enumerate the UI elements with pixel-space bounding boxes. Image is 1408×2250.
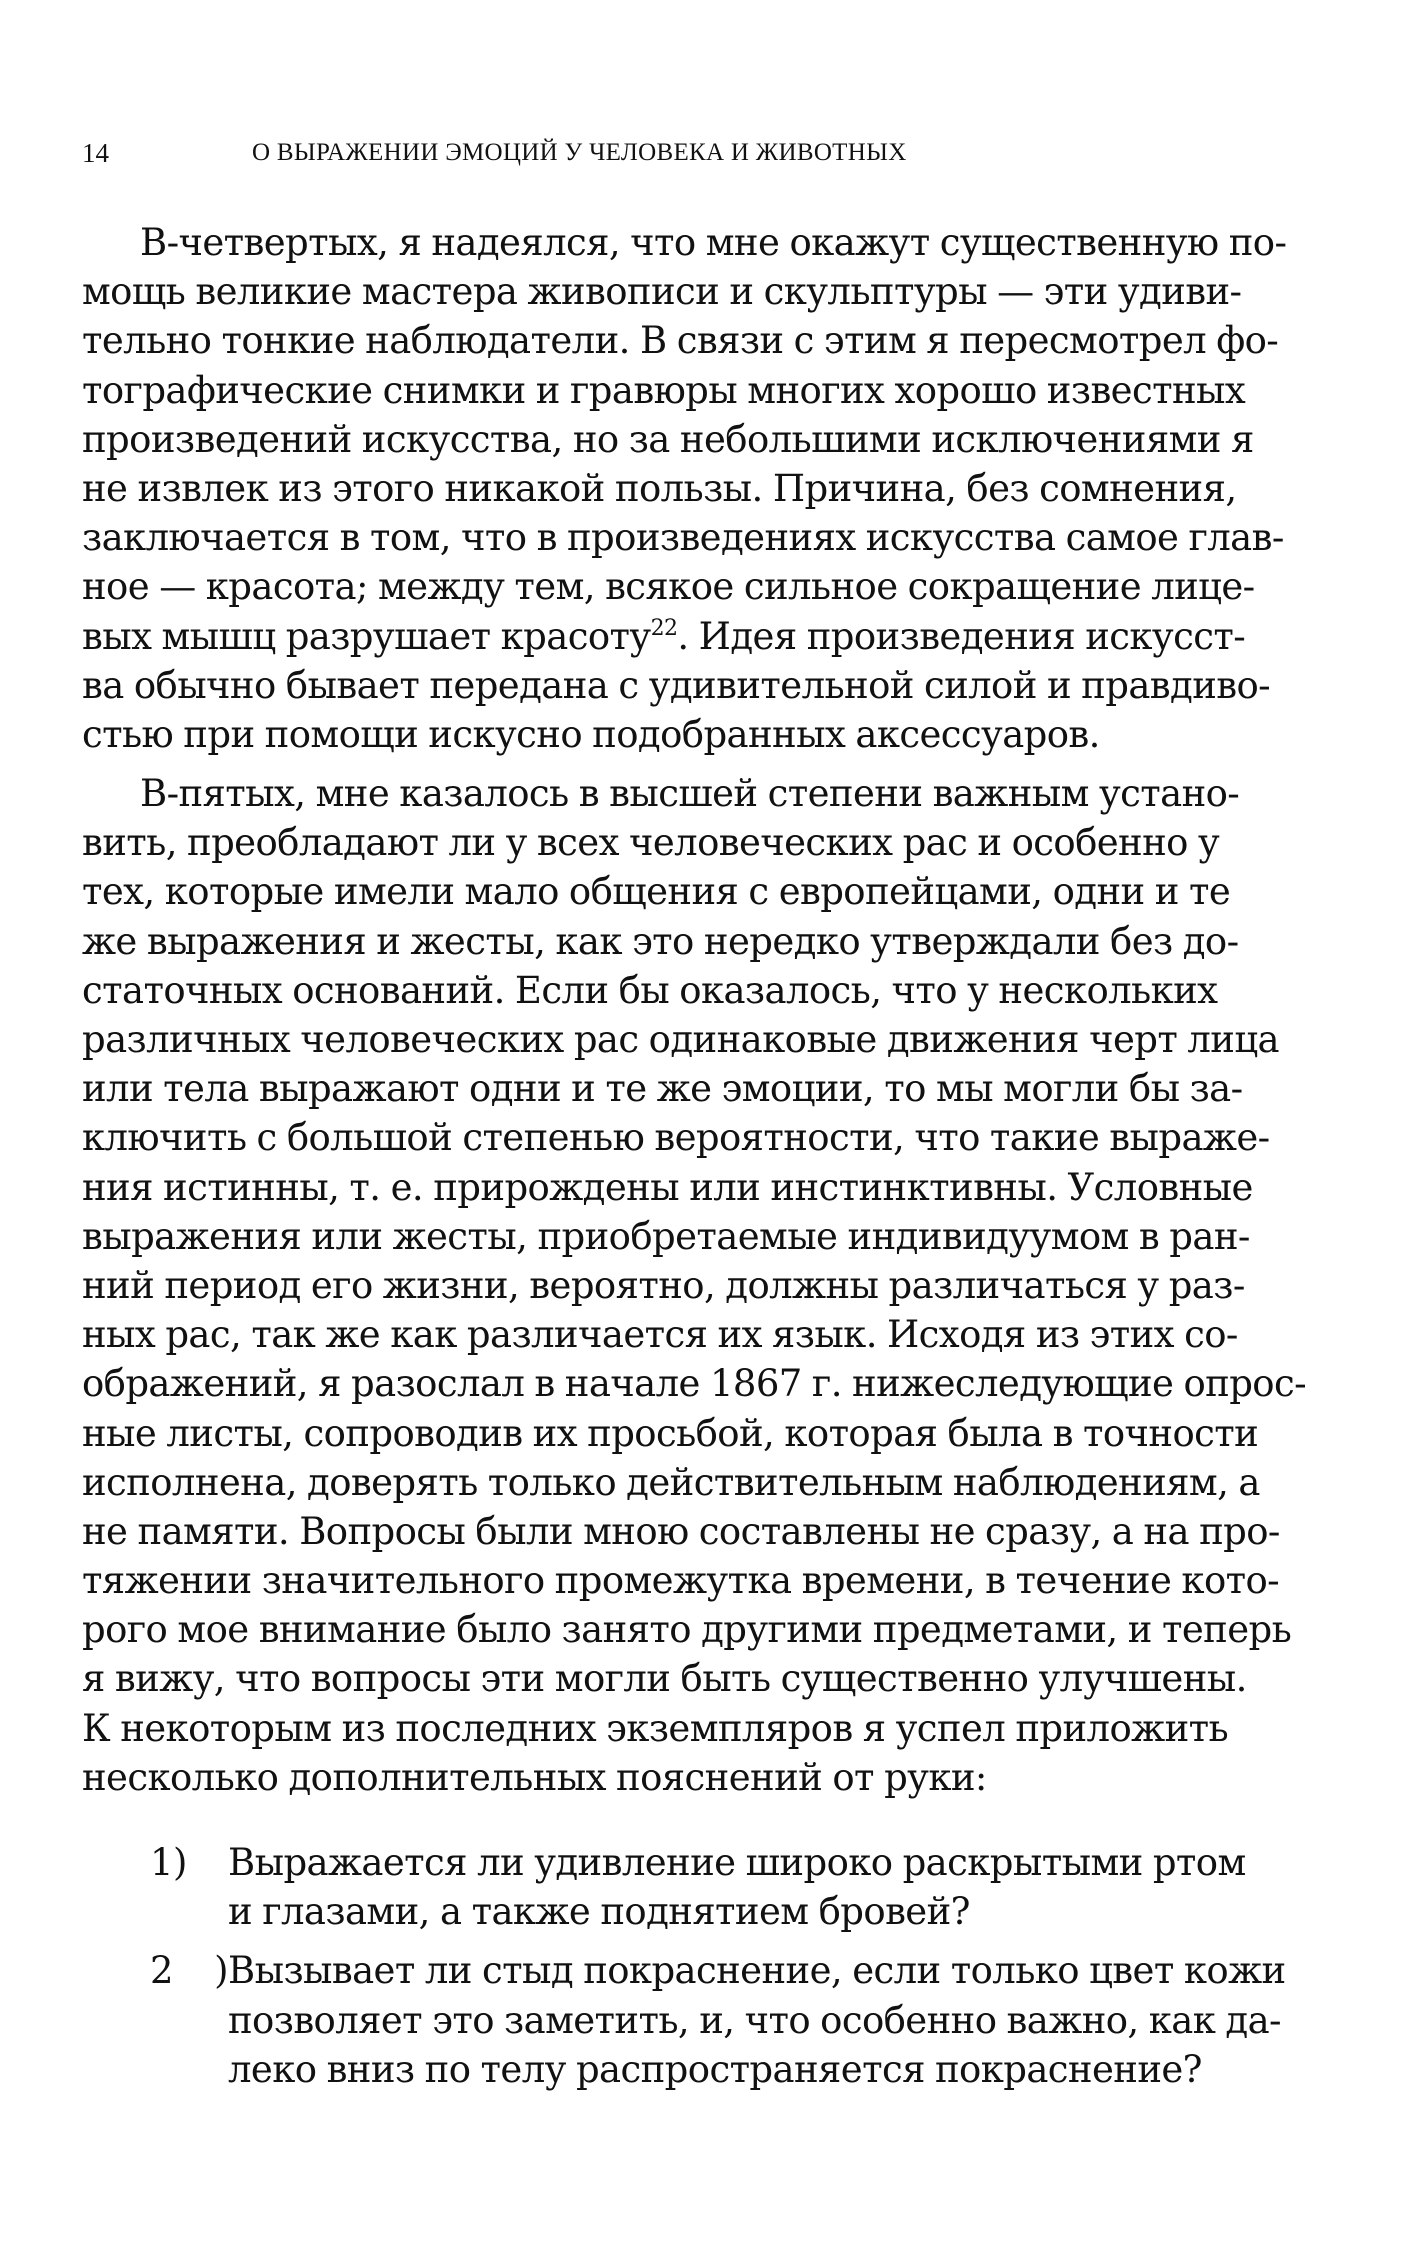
page-number: 14 bbox=[82, 138, 109, 168]
text-line: выражения или жесты, приобретаемые индивидуумом в ран- bbox=[82, 1214, 1250, 1258]
text-line: позволяет это заметить, и, что особенно важно, как да- bbox=[228, 1998, 1281, 2042]
list-item-gap bbox=[82, 1936, 1198, 1946]
text-line: различных человеческих рас одинаковые движения черт лица bbox=[82, 1018, 1279, 1061]
text-line: рого мое внимание было занято другими предметами, и теперь bbox=[82, 1608, 1292, 1652]
text-line: леко вниз по телу распространяется покраснение? bbox=[228, 2047, 1202, 2091]
paragraph-fifth-point bbox=[82, 769, 1306, 1802]
text-line: В-пятых, мне казалось в высшей степени важным устано- bbox=[140, 772, 1240, 816]
text-line: и глазами, а также поднятием бровей? bbox=[228, 1890, 970, 1934]
questions-list bbox=[82, 1838, 1286, 2094]
running-title: О ВЫРАЖЕНИИ ЭМОЦИЙ У ЧЕЛОВЕКА И ЖИВОТНЫХ bbox=[252, 139, 907, 166]
list-gap bbox=[82, 1802, 1198, 1838]
text-line: не извлек из этого никакой пользы. Причина, без сомнения, bbox=[82, 466, 1237, 510]
text-line: В-четвертых, я надеялся, что мне окажут существенную по- bbox=[140, 221, 1287, 264]
text-line: несколько дополнительных пояснений от руки: bbox=[82, 1755, 987, 1799]
text-fragment: вых мышц разрушает красоту bbox=[82, 614, 651, 658]
text-line bbox=[82, 1946, 1286, 1995]
text-fragment: . Идея произведения искусст- bbox=[677, 614, 1246, 658]
text-line: ва обычно бывает передана с удивительной силой и правдиво- bbox=[82, 663, 1271, 707]
body-text bbox=[82, 218, 1306, 2094]
text-line: тех, которые имели мало общения с европейцами, одни и те bbox=[82, 870, 1231, 914]
text-line: ные листы, сопроводив их просьбой, которая была в точности bbox=[82, 1411, 1259, 1455]
list-marker: 1) bbox=[150, 1841, 187, 1884]
question-text: Вызывает ли стыд покраснение, если только цвет кожи bbox=[228, 1949, 1286, 1993]
text-line: ний период его жизни, вероятно, должны различаться у раз- bbox=[82, 1263, 1245, 1307]
text-line: тографические снимки и гравюры многих хорошо известных bbox=[82, 368, 1246, 412]
text-line: ных рас, так же как различается их язык. Исходя из этих со- bbox=[82, 1313, 1238, 1357]
running-head bbox=[82, 133, 1222, 173]
list-marker: 2 ) bbox=[150, 1949, 228, 1993]
text-line: мощь великие мастера живописи и скульптуры — эти удиви- bbox=[82, 270, 1242, 314]
text-line: статочных оснований. Если бы оказалось, что у нескольких bbox=[82, 968, 1218, 1012]
text-line: же выражения и жесты, как это нередко утверждали без до- bbox=[82, 919, 1239, 963]
text-line: К некоторым из последних экземпляров я успел приложить bbox=[82, 1706, 1229, 1750]
text-line: стью при помощи искусно подобранных аксессуаров. bbox=[82, 712, 1100, 756]
text-line: заключается в том, что в произведениях искусства самое глав- bbox=[82, 516, 1284, 560]
text-line: ключить с большой степенью вероятности, что такие выраже- bbox=[82, 1116, 1270, 1160]
question-text: Выражается ли удивление широко раскрытыми ртом bbox=[228, 1841, 1246, 1884]
footnote-reference: 22 bbox=[650, 615, 678, 641]
text-line: произведений искусства, но за небольшими исключениями я bbox=[82, 417, 1254, 461]
text-line: ображений, я разослал в начале 1867 г. нижеследующие опрос- bbox=[82, 1362, 1306, 1406]
text-line: исполнена, доверять только действительным наблюдениям, а bbox=[82, 1460, 1260, 1504]
text-line: я вижу, что вопросы эти могли быть существенно улучшены. bbox=[82, 1657, 1247, 1701]
text-line: тяжении значительного промежутка времени, в течение кото- bbox=[82, 1559, 1280, 1603]
text-line bbox=[82, 1838, 1246, 1887]
text-line: или тела выражают одни и те же эмоции, то мы могли бы за- bbox=[82, 1067, 1243, 1111]
text-line: тельно тонкие наблюдатели. В связи с этим я пересмотрел фо- bbox=[82, 319, 1279, 363]
paragraph-fourth-point bbox=[82, 218, 1287, 759]
text-line: не памяти. Вопросы были мною составлены не сразу, а на про- bbox=[82, 1509, 1280, 1553]
question-item bbox=[82, 1838, 1246, 1936]
question-item bbox=[82, 1946, 1286, 2094]
text-line: ное — красота; между тем, всякое сильное сокращение лице- bbox=[82, 565, 1255, 609]
text-line: вить, преобладают ли у всех человеческих рас и особенно у bbox=[82, 821, 1220, 865]
paragraph-gap bbox=[82, 759, 1198, 769]
text-line: ния истинны, т. е. прирождены или инстинктивны. Условные bbox=[82, 1165, 1253, 1209]
text-line bbox=[82, 612, 1246, 661]
